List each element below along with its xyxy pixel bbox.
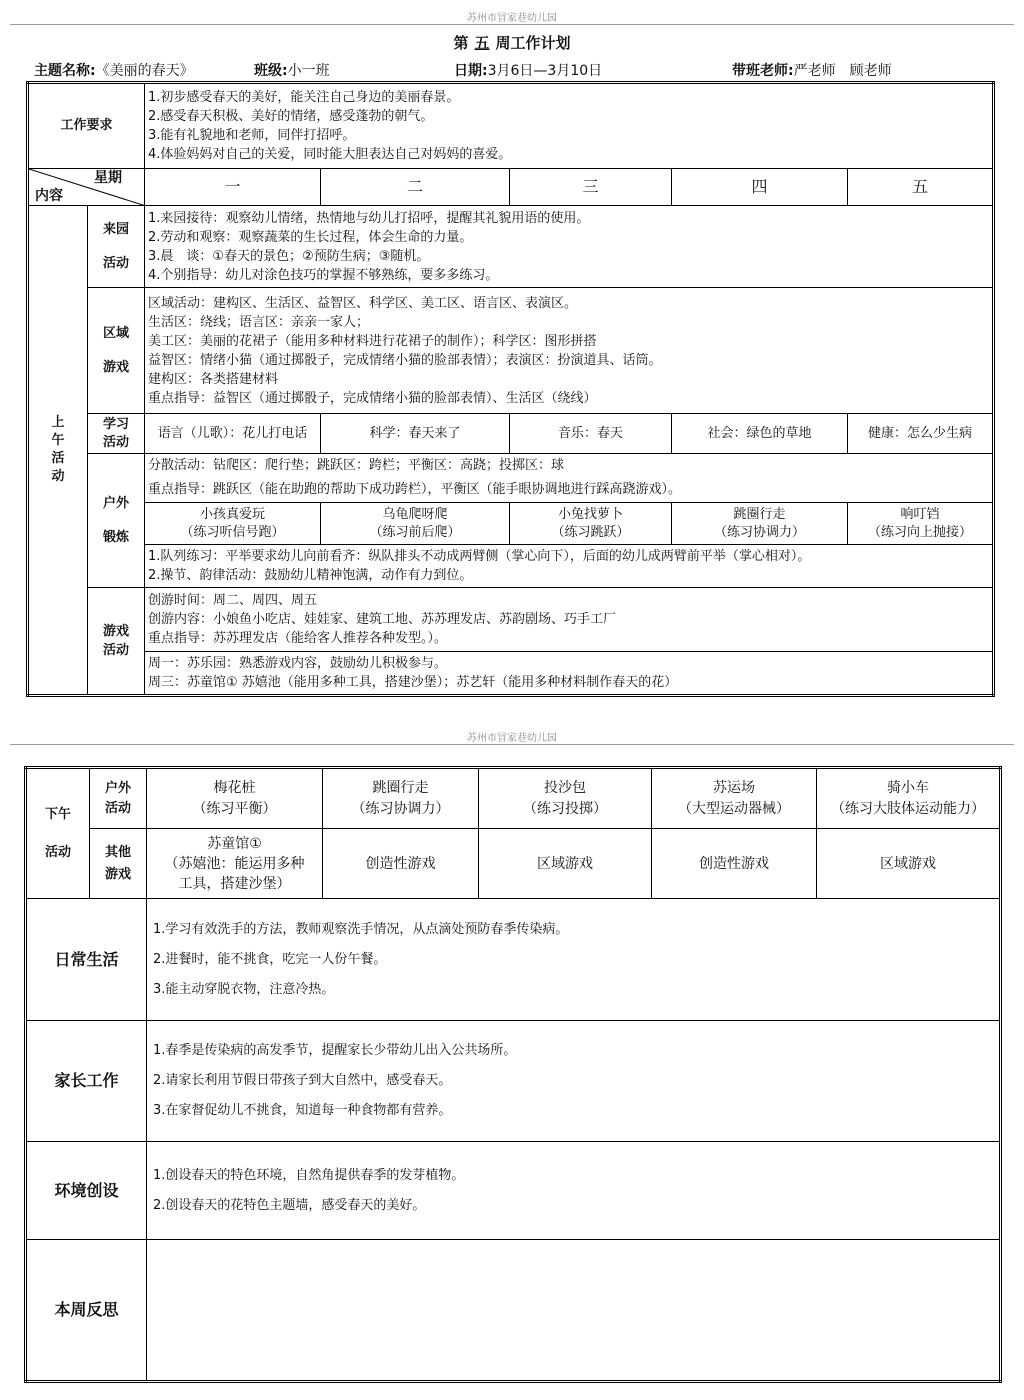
day-wednesday: 三 <box>510 169 672 206</box>
creative-line: 创游时间：周二、周四、周五 <box>148 593 318 608</box>
outdoor-line: 重点指导：跳跃区（能在助跑的帮助下成功跨栏），平衡区（能手眼协调地进行踩高跷游戏）。 <box>148 482 682 497</box>
study-friday: 健康：怎么少生病 <box>848 414 994 454</box>
work-req-line: 3.能有礼貌地和老师，同伴打招呼。 <box>148 128 356 143</box>
theme-value: 《美丽的春天》 <box>95 63 194 79</box>
outdoor-game-tuesday: 乌龟爬呀爬 （练习前后爬） <box>321 503 510 545</box>
day-tuesday: 二 <box>321 169 510 206</box>
doc-title-prefix: 第 <box>453 34 469 52</box>
arrival-content <box>145 206 994 288</box>
area-line: 建构区：各类搭建材料 <box>148 371 279 387</box>
header-divider <box>10 24 1014 25</box>
afternoon-label: 下午 活动 <box>26 768 90 899</box>
area-line: 重点指导：益智区（通过掷骰子，完成情绪小猫的脸部表情）、生活区（绕线） <box>148 390 597 406</box>
class-value: 小一班 <box>287 63 330 79</box>
other-games-wednesday: 区域游戏 <box>479 829 652 899</box>
outdoor-game-monday: 小孩真爱玩 （练习听信号跑） <box>145 503 321 545</box>
study-tuesday: 科学：春天来了 <box>321 414 510 454</box>
day-monday: 一 <box>145 169 321 206</box>
afternoon-outdoor-thursday: 苏运场 （大型运动器械） <box>652 768 817 829</box>
drill-content <box>145 545 994 588</box>
outdoor-game-wednesday: 小兔找萝卜 （练习跳跃） <box>510 503 672 545</box>
outdoor-content <box>145 454 994 503</box>
afternoon-outdoor-tuesday: 跳圈行走 （练习协调力） <box>323 768 479 829</box>
other-games-tuesday: 创造性游戏 <box>323 829 479 899</box>
area-line: 美工区：美丽的花裙子（能用多种材料进行花裙子的制作）；科学区：图形拼搭 <box>148 333 597 349</box>
other-games-label: 其他 游戏 <box>90 829 147 899</box>
arrival-line: 1.来园接待：观察幼儿情绪，热情地与幼儿打招呼，提醒其礼貌用语的使用。 <box>148 210 590 226</box>
environment-content <box>147 1142 1001 1240</box>
parent-work-label: 家长工作 <box>26 1021 147 1142</box>
environment-label: 环境创设 <box>26 1142 147 1240</box>
afternoon-outdoor-label: 户外 活动 <box>90 768 147 829</box>
weekly-reflection-label: 本周反思 <box>26 1240 147 1382</box>
doc-title-suffix: 周工作计划 <box>495 34 571 52</box>
creative-line: 重点指导：苏苏理发店（能给客人推荐各种发型。）。 <box>148 631 448 646</box>
arrival-line: 3.晨 谈：①春天的景色；②预防生病；③随机。 <box>148 248 430 264</box>
doc-title <box>0 32 1024 53</box>
parent-line: 3.在家督促幼儿不挑食，知道每一种食物都有营养。 <box>153 1103 452 1118</box>
area-games-content <box>145 288 994 414</box>
arrival-line: 2.劳动和观察：观察蔬菜的生长过程，体会生命的力量。 <box>148 229 473 245</box>
daily-line: 3.能主动穿脱衣物，注意冷热。 <box>153 981 335 997</box>
weekday-header-label: 星期 <box>94 170 123 186</box>
outdoor-game-thursday: 跳圈行走 （练习协调力） <box>672 503 848 545</box>
page2-header: 苏州市冒家巷幼儿园 <box>467 733 557 744</box>
study-label: 学习 活动 <box>88 414 145 454</box>
work-req-line: 1.初步感受春天的美好，能关注自己身边的美丽春景。 <box>148 90 460 105</box>
date-value: 3月6日—3月10日 <box>487 63 603 79</box>
teacher-label: 带班老师: <box>732 63 794 79</box>
area-line: 区域活动：建构区、生活区、益智区、科学区、美工区、语言区、表演区。 <box>148 295 578 311</box>
weekly-reflection-content[interactable] <box>147 1240 1001 1382</box>
arrival-label: 来园 活动 <box>88 206 145 288</box>
day-friday: 五 <box>848 169 994 206</box>
content-header-label: 内容 <box>35 188 63 204</box>
page2-header-divider <box>10 744 1014 745</box>
outdoor-line: 分散活动：钻爬区：爬行垫；跳跃区：跨栏；平衡区：高跷；投掷区：球 <box>148 458 565 473</box>
daily-line: 1.学习有效洗手的方法，教师观察洗手情况，从点滴处预防春季传染病。 <box>153 921 569 937</box>
other-games-thursday: 创造性游戏 <box>652 829 817 899</box>
day-thursday: 四 <box>672 169 848 206</box>
afternoon-outdoor-friday: 骑小车 （练习大肢体运动能力） <box>817 768 1001 829</box>
daily-line: 2.进餐时，能不挑食，吃完一人份午餐。 <box>153 951 387 967</box>
study-thursday: 社会：绿色的草地 <box>672 414 848 454</box>
env-line: 1.创设春天的特色环境，自然角提供春季的发芽植物。 <box>153 1167 465 1183</box>
creative-games-content <box>145 588 994 652</box>
parent-work-content <box>147 1021 1001 1142</box>
afternoon-outdoor-wednesday: 投沙包 （练习投掷） <box>479 768 652 829</box>
creative-line: 创游内容：小娘鱼小吃店、娃娃家、建筑工地、苏苏理发店、苏韵剧场、巧手工厂 <box>148 612 617 627</box>
area-line: 生活区：绕线；语言区：亲亲一家人； <box>148 314 370 330</box>
work-req-content <box>145 83 994 169</box>
daily-life-label: 日常生活 <box>26 899 147 1021</box>
date-label: 日期: <box>454 63 488 79</box>
outdoor-exercise-label: 户外 锻炼 <box>88 454 145 588</box>
page-header: 苏州市冒家巷幼儿园 <box>467 13 557 24</box>
parent-line: 1.春季是传染病的高发季节，提醒家长少带幼儿出入公共场所。 <box>153 1043 517 1058</box>
info-line <box>34 60 994 80</box>
week-header-diagonal <box>28 169 145 206</box>
teacher-value: 严老师 顾老师 <box>793 63 892 79</box>
theme-game-line: 周三：苏童馆① 苏嬉池（能用多种工具，搭建沙堡）；苏艺轩（能用多种材料制作春天的花） <box>148 675 678 690</box>
theme-game-line: 周一：苏乐园：熟悉游戏内容，鼓励幼儿积极参与。 <box>148 656 448 671</box>
drill-line: 1.队列练习：平举要求幼儿向前看齐：纵队排头不动成两臂侧（掌心向下），后面的幼儿成两臂前平举（掌心相对）。 <box>148 549 811 564</box>
afternoon-outdoor-monday: 梅花桩 （练习平衡） <box>147 768 323 829</box>
other-games-monday: 苏童馆① （苏嬉池：能运用多种 工具，搭建沙堡） <box>147 829 323 899</box>
env-line: 2.创设春天的花特色主题墙，感受春天的美好。 <box>153 1197 426 1213</box>
work-req-label: 工作要求 <box>28 83 145 169</box>
study-monday: 语言（儿歌）：花儿打电话 <box>145 414 321 454</box>
arrival-line: 4.个别指导：幼儿对涂色技巧的掌握不够熟练，要多多练习。 <box>148 267 499 283</box>
area-games-label: 区域 游戏 <box>88 288 145 414</box>
game-activity-label: 游戏 活动 <box>88 588 145 696</box>
daily-life-content <box>147 899 1001 1021</box>
study-wednesday: 音乐：春天 <box>510 414 672 454</box>
morning-plan-table <box>26 81 995 697</box>
area-line: 益智区：情绪小猫（通过掷骰子，完成情绪小猫的脸部表情）；表演区：扮演道具、话筒。 <box>148 352 662 368</box>
afternoon-plan-table <box>24 766 1002 1383</box>
week-number: 五 <box>474 34 490 52</box>
class-label: 班级: <box>254 63 288 79</box>
theme-games-content <box>145 652 994 696</box>
morning-label: 上 午 活 动 <box>28 206 88 696</box>
drill-line: 2.操节、韵律活动：鼓励幼儿精神饱满，动作有力到位。 <box>148 568 473 583</box>
other-games-friday: 区域游戏 <box>817 829 1001 899</box>
outdoor-game-friday: 响叮铛 （练习向上抛接） <box>848 503 994 545</box>
work-req-line: 2.感受春天积极、美好的情绪，感受蓬勃的朝气。 <box>148 109 434 124</box>
theme-label: 主题名称: <box>34 63 96 79</box>
parent-line: 2.请家长利用节假日带孩子到大自然中，感受春天。 <box>153 1073 452 1088</box>
work-req-line: 4.体验妈妈对自己的关爱，同时能大胆表达自己对妈妈的喜爱。 <box>148 147 512 162</box>
